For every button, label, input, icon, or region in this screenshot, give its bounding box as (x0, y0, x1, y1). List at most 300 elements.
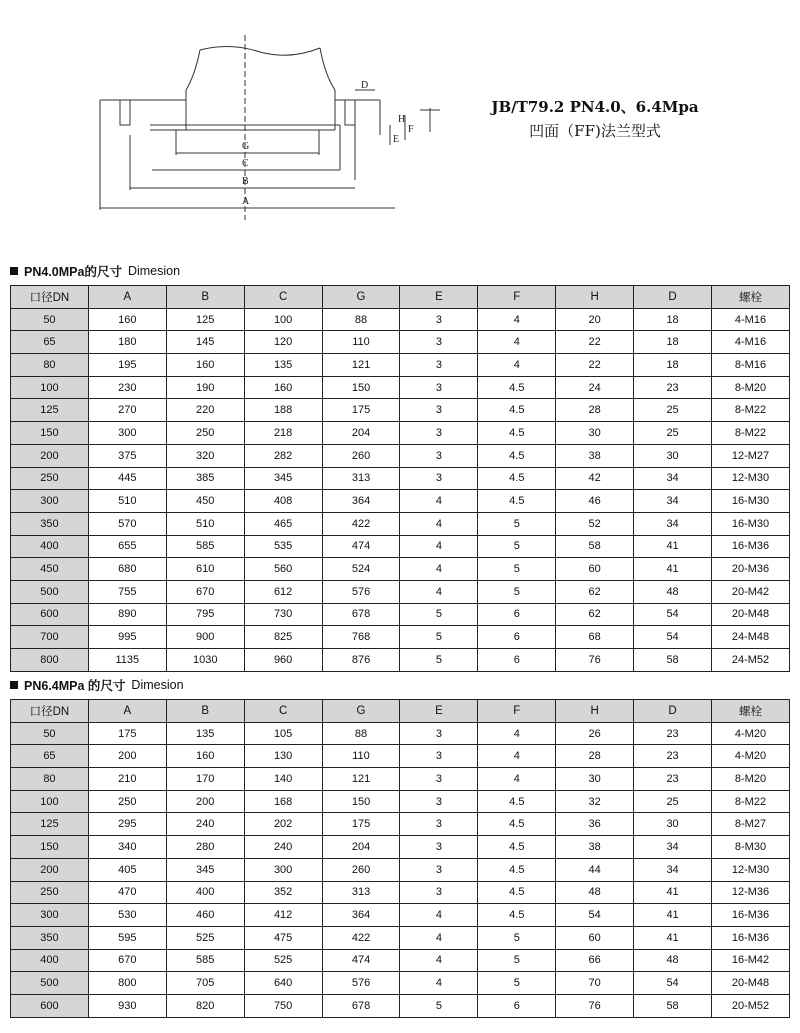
table-cell: 160 (88, 308, 166, 331)
table-cell: 150 (322, 790, 400, 813)
table-cell: 3 (400, 422, 478, 445)
table-cell: 30 (634, 444, 712, 467)
table-cell: 4-M20 (712, 722, 790, 745)
table-cell: 218 (244, 422, 322, 445)
table-cell: 18 (634, 308, 712, 331)
table-cell: 585 (166, 535, 244, 558)
table-row (11, 512, 790, 535)
table-cell: 820 (166, 994, 244, 1017)
table-cell: 22 (556, 331, 634, 354)
table-row (11, 535, 790, 558)
table-cell: 750 (244, 994, 322, 1017)
table-cell: 5 (478, 535, 556, 558)
label-b: B (242, 176, 249, 187)
table-cell: 320 (166, 444, 244, 467)
table-cell: 125 (166, 308, 244, 331)
table-cell: 5 (478, 949, 556, 972)
table-row (11, 626, 790, 649)
table-cell: 6 (478, 994, 556, 1017)
dn-cell: 300 (11, 490, 89, 513)
table-cell: 4 (478, 768, 556, 791)
table-cell: 4 (478, 354, 556, 377)
column-header: H (556, 286, 634, 309)
table-cell: 876 (322, 649, 400, 672)
table-cell: 300 (244, 858, 322, 881)
table-cell: 8-M27 (712, 813, 790, 836)
table-cell: 34 (634, 858, 712, 881)
table-cell: 62 (556, 603, 634, 626)
table-header-row (11, 700, 790, 723)
title-line-1: JB/T79.2 PN4.0、6.4Mpa (491, 98, 699, 116)
table-cell: 364 (322, 490, 400, 513)
table-cell: 41 (634, 558, 712, 581)
table-row (11, 490, 790, 513)
table-cell: 313 (322, 881, 400, 904)
table-cell: 25 (634, 422, 712, 445)
table-cell: 4.5 (478, 399, 556, 422)
table-cell: 24 (556, 376, 634, 399)
dn-cell: 500 (11, 972, 89, 995)
table-cell: 345 (166, 858, 244, 881)
table-header-row (11, 286, 790, 309)
table-cell: 585 (166, 949, 244, 972)
table-row (11, 972, 790, 995)
table-cell: 282 (244, 444, 322, 467)
table-cell: 121 (322, 354, 400, 377)
table-cell: 6 (478, 626, 556, 649)
table-cell: 525 (166, 926, 244, 949)
table-cell: 3 (400, 444, 478, 467)
table-row (11, 881, 790, 904)
table-cell: 474 (322, 535, 400, 558)
column-header: H (556, 700, 634, 723)
table-cell: 300 (88, 422, 166, 445)
dn-cell: 400 (11, 535, 89, 558)
table-cell: 576 (322, 972, 400, 995)
table-cell: 930 (88, 994, 166, 1017)
pn40-dimension-table (10, 285, 790, 672)
table-cell: 4-M16 (712, 308, 790, 331)
table-cell: 121 (322, 768, 400, 791)
table-cell: 240 (244, 836, 322, 859)
table-cell: 3 (400, 376, 478, 399)
table-cell: 41 (634, 535, 712, 558)
table-cell: 510 (166, 512, 244, 535)
table-cell: 405 (88, 858, 166, 881)
dn-cell: 150 (11, 422, 89, 445)
table-cell: 3 (400, 768, 478, 791)
table-cell: 210 (88, 768, 166, 791)
flange-drawing (90, 30, 414, 230)
table-cell: 995 (88, 626, 166, 649)
table-cell: 30 (634, 813, 712, 836)
table-cell: 25 (634, 790, 712, 813)
table-cell: 800 (88, 972, 166, 995)
table-cell: 313 (322, 467, 400, 490)
table-cell: 3 (400, 790, 478, 813)
table-cell: 4 (400, 972, 478, 995)
table-cell: 5 (478, 972, 556, 995)
table-cell: 5 (478, 512, 556, 535)
table-cell: 16-M36 (712, 904, 790, 927)
label-a: A (242, 196, 250, 207)
table-cell: 34 (634, 836, 712, 859)
table-cell: 595 (88, 926, 166, 949)
table-cell: 175 (322, 399, 400, 422)
table-cell: 8-M20 (712, 376, 790, 399)
table-cell: 768 (322, 626, 400, 649)
table-cell: 8-M22 (712, 790, 790, 813)
table-cell: 20 (556, 308, 634, 331)
table-cell: 3 (400, 331, 478, 354)
table-cell: 250 (166, 422, 244, 445)
column-header: E (400, 286, 478, 309)
table-cell: 46 (556, 490, 634, 513)
table-cell: 150 (322, 376, 400, 399)
label-f: F (408, 124, 414, 135)
section1-heading (10, 262, 180, 280)
table-cell: 4.5 (478, 790, 556, 813)
table-row (11, 331, 790, 354)
table-cell: 12-M30 (712, 858, 790, 881)
table-cell: 8-M22 (712, 399, 790, 422)
table-cell: 385 (166, 467, 244, 490)
pn64-dimension-table (10, 699, 790, 1018)
table-cell: 465 (244, 512, 322, 535)
table-cell: 240 (166, 813, 244, 836)
table-cell: 12-M36 (712, 881, 790, 904)
table-cell: 160 (244, 376, 322, 399)
table-cell: 42 (556, 467, 634, 490)
table-cell: 145 (166, 331, 244, 354)
table-cell: 38 (556, 444, 634, 467)
table-cell: 52 (556, 512, 634, 535)
dn-cell: 600 (11, 603, 89, 626)
table-cell: 4-M20 (712, 745, 790, 768)
table-cell: 270 (88, 399, 166, 422)
table-cell: 44 (556, 858, 634, 881)
table-cell: 220 (166, 399, 244, 422)
table-cell: 8-M22 (712, 422, 790, 445)
table-cell: 3 (400, 308, 478, 331)
table-cell: 100 (244, 308, 322, 331)
table-row (11, 768, 790, 791)
table-cell: 135 (244, 354, 322, 377)
square-bullet-icon (10, 681, 18, 689)
table-cell: 960 (244, 649, 322, 672)
table-cell: 8-M30 (712, 836, 790, 859)
table-cell: 20-M36 (712, 558, 790, 581)
table-cell: 12-M30 (712, 467, 790, 490)
table-row (11, 399, 790, 422)
column-header: A (88, 700, 166, 723)
column-header: C (244, 286, 322, 309)
table-cell: 24-M48 (712, 626, 790, 649)
table-cell: 20-M42 (712, 580, 790, 603)
table-row (11, 836, 790, 859)
table-cell: 5 (400, 649, 478, 672)
table-cell: 678 (322, 994, 400, 1017)
table-cell: 28 (556, 399, 634, 422)
column-header: 口径DN (11, 286, 89, 309)
table-cell: 230 (88, 376, 166, 399)
column-header: 口径DN (11, 700, 89, 723)
column-header: 螺栓 (712, 286, 790, 309)
dn-cell: 300 (11, 904, 89, 927)
table-row (11, 926, 790, 949)
table-cell: 135 (166, 722, 244, 745)
table-cell: 48 (634, 949, 712, 972)
table-cell: 34 (634, 512, 712, 535)
table-row (11, 308, 790, 331)
table-cell: 12-M27 (712, 444, 790, 467)
dn-cell: 450 (11, 558, 89, 581)
section2-heading (10, 676, 184, 694)
table-cell: 16-M30 (712, 512, 790, 535)
table-cell: 34 (634, 467, 712, 490)
table-cell: 474 (322, 949, 400, 972)
table-cell: 68 (556, 626, 634, 649)
table-cell: 105 (244, 722, 322, 745)
table-cell: 1135 (88, 649, 166, 672)
table-cell: 422 (322, 926, 400, 949)
table-row (11, 376, 790, 399)
table-cell: 130 (244, 745, 322, 768)
table-cell: 202 (244, 813, 322, 836)
label-h: H (398, 114, 406, 125)
table-cell: 188 (244, 399, 322, 422)
table-cell: 23 (634, 768, 712, 791)
table-cell: 170 (166, 768, 244, 791)
table-cell: 364 (322, 904, 400, 927)
table-cell: 524 (322, 558, 400, 581)
table-cell: 16-M36 (712, 926, 790, 949)
table-cell: 24-M52 (712, 649, 790, 672)
column-header: B (166, 700, 244, 723)
table-cell: 36 (556, 813, 634, 836)
dn-cell: 350 (11, 926, 89, 949)
table-cell: 4 (400, 490, 478, 513)
table-cell: 4.5 (478, 376, 556, 399)
table-cell: 30 (556, 422, 634, 445)
dn-cell: 250 (11, 881, 89, 904)
column-header: G (322, 700, 400, 723)
table-cell: 30 (556, 768, 634, 791)
table-cell: 4 (400, 580, 478, 603)
table-cell: 450 (166, 490, 244, 513)
table-cell: 345 (244, 467, 322, 490)
table-cell: 825 (244, 626, 322, 649)
table-cell: 4 (478, 308, 556, 331)
table-cell: 1030 (166, 649, 244, 672)
table-row (11, 745, 790, 768)
table-row (11, 722, 790, 745)
table-row (11, 354, 790, 377)
column-header: F (478, 286, 556, 309)
table-cell: 4 (400, 926, 478, 949)
table-cell: 340 (88, 836, 166, 859)
table-cell: 54 (634, 626, 712, 649)
table-cell: 4.5 (478, 904, 556, 927)
title-line-2: 凹面（FF)法兰型式 (529, 122, 661, 140)
column-header: A (88, 286, 166, 309)
table-cell: 260 (322, 858, 400, 881)
table-cell: 60 (556, 926, 634, 949)
table-cell: 678 (322, 603, 400, 626)
table-cell: 48 (634, 580, 712, 603)
table-row (11, 858, 790, 881)
table-cell: 576 (322, 580, 400, 603)
table-cell: 6 (478, 603, 556, 626)
table-row (11, 603, 790, 626)
table-cell: 38 (556, 836, 634, 859)
table-cell: 160 (166, 745, 244, 768)
table-cell: 41 (634, 904, 712, 927)
label-c: C (242, 158, 249, 169)
table-cell: 110 (322, 331, 400, 354)
table-cell: 58 (634, 994, 712, 1017)
table-cell: 795 (166, 603, 244, 626)
table-cell: 160 (166, 354, 244, 377)
dn-cell: 125 (11, 399, 89, 422)
table-cell: 76 (556, 649, 634, 672)
table-cell: 530 (88, 904, 166, 927)
table-row (11, 904, 790, 927)
dn-cell: 500 (11, 580, 89, 603)
table-cell: 4.5 (478, 444, 556, 467)
table-cell: 460 (166, 904, 244, 927)
table-cell: 3 (400, 836, 478, 859)
table-cell: 32 (556, 790, 634, 813)
table-cell: 375 (88, 444, 166, 467)
table-cell: 5 (400, 626, 478, 649)
table-row (11, 994, 790, 1017)
table-row (11, 790, 790, 813)
table-cell: 412 (244, 904, 322, 927)
section1-title: PN4.0MPa的尺寸 (24, 265, 122, 279)
table-cell: 58 (556, 535, 634, 558)
table-cell: 900 (166, 626, 244, 649)
table-cell: 890 (88, 603, 166, 626)
dn-cell: 400 (11, 949, 89, 972)
table-cell: 16-M36 (712, 535, 790, 558)
table-cell: 4 (400, 949, 478, 972)
table-cell: 204 (322, 836, 400, 859)
table-cell: 140 (244, 768, 322, 791)
table-cell: 34 (634, 490, 712, 513)
table-cell: 22 (556, 354, 634, 377)
table-cell: 260 (322, 444, 400, 467)
table-cell: 5 (478, 558, 556, 581)
table-row (11, 444, 790, 467)
table-cell: 60 (556, 558, 634, 581)
table-cell: 4.5 (478, 881, 556, 904)
table-row (11, 467, 790, 490)
dn-cell: 65 (11, 331, 89, 354)
table-cell: 610 (166, 558, 244, 581)
table-cell: 250 (88, 790, 166, 813)
table-cell: 3 (400, 858, 478, 881)
table-cell: 4.5 (478, 467, 556, 490)
table-cell: 295 (88, 813, 166, 836)
dn-cell: 250 (11, 467, 89, 490)
table-cell: 4 (400, 512, 478, 535)
table-cell: 755 (88, 580, 166, 603)
dn-cell: 200 (11, 444, 89, 467)
table-cell: 16-M42 (712, 949, 790, 972)
table-row (11, 580, 790, 603)
table-cell: 525 (244, 949, 322, 972)
dn-cell: 100 (11, 376, 89, 399)
table-cell: 3 (400, 881, 478, 904)
table-cell: 175 (322, 813, 400, 836)
dn-cell: 65 (11, 745, 89, 768)
table-row (11, 813, 790, 836)
table-cell: 26 (556, 722, 634, 745)
table-row (11, 422, 790, 445)
table-cell: 20-M48 (712, 972, 790, 995)
table-cell: 612 (244, 580, 322, 603)
table-row (11, 649, 790, 672)
dn-cell: 50 (11, 722, 89, 745)
dn-cell: 50 (11, 308, 89, 331)
table-cell: 570 (88, 512, 166, 535)
table-cell: 190 (166, 376, 244, 399)
table-cell: 352 (244, 881, 322, 904)
table-cell: 195 (88, 354, 166, 377)
dn-cell: 600 (11, 994, 89, 1017)
table-cell: 3 (400, 354, 478, 377)
table-cell: 5 (400, 994, 478, 1017)
table-cell: 20-M52 (712, 994, 790, 1017)
section2-title: PN6.4MPa 的尺寸 (24, 679, 126, 693)
table-row (11, 949, 790, 972)
dn-cell: 100 (11, 790, 89, 813)
table-cell: 560 (244, 558, 322, 581)
table-cell: 4.5 (478, 490, 556, 513)
table-cell: 76 (556, 994, 634, 1017)
table-cell: 470 (88, 881, 166, 904)
label-d: D (361, 80, 369, 91)
dn-cell: 800 (11, 649, 89, 672)
standard-title (480, 95, 710, 143)
table-cell: 16-M30 (712, 490, 790, 513)
table-cell: 705 (166, 972, 244, 995)
column-header: D (634, 286, 712, 309)
table-cell: 54 (634, 972, 712, 995)
dn-cell: 350 (11, 512, 89, 535)
dn-cell: 80 (11, 354, 89, 377)
table-cell: 28 (556, 745, 634, 768)
table-cell: 4-M16 (712, 331, 790, 354)
table-cell: 168 (244, 790, 322, 813)
label-e: E (393, 134, 400, 145)
table-cell: 41 (634, 926, 712, 949)
table-cell: 680 (88, 558, 166, 581)
table-cell: 3 (400, 467, 478, 490)
table-cell: 204 (322, 422, 400, 445)
table-cell: 400 (166, 881, 244, 904)
table-cell: 88 (322, 722, 400, 745)
table-cell: 422 (322, 512, 400, 535)
table-cell: 200 (166, 790, 244, 813)
table-cell: 58 (634, 649, 712, 672)
table-cell: 54 (556, 904, 634, 927)
column-header: E (400, 700, 478, 723)
table-cell: 200 (88, 745, 166, 768)
table-cell: 4 (478, 331, 556, 354)
table-cell: 4 (400, 904, 478, 927)
